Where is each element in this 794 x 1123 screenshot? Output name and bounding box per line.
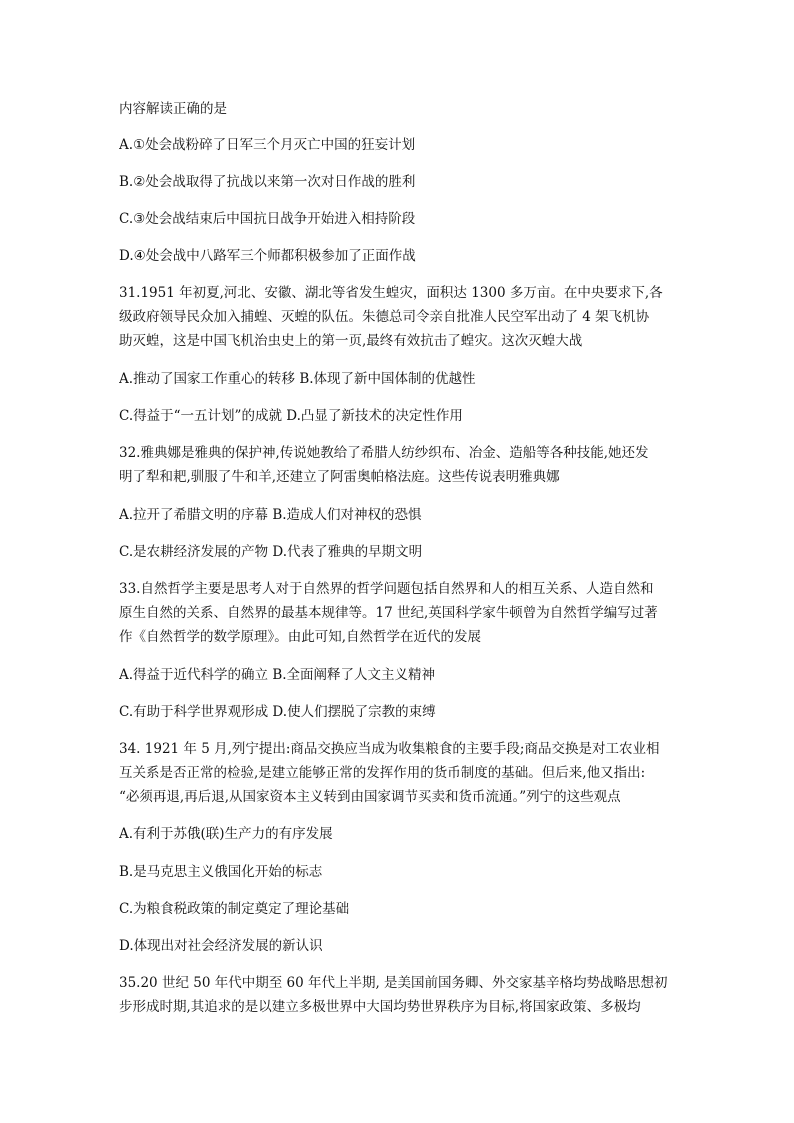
q31-options-ab: A.推动了国家工作重心的转移 B.体现了新中国体制的优越性: [119, 371, 476, 387]
q33-options-ab: A.得益于近代科学的确立 B.全面阐释了人文主义精神: [119, 667, 436, 683]
q34-option-d: D.体现出对社会经济发展的新认识: [119, 938, 323, 954]
q32-options-cd: C.是农耕经济发展的产物 D.代表了雅典的早期文明: [119, 544, 423, 560]
q32-stem-line-1: 32.雅典娜是雅典的保护神,传说她教给了希腊人纺纱织布、冶金、造船等各种技能,她还发: [119, 445, 649, 461]
q34-stem-line-2: 互关系是否正常的检验,是建立能够正常的发挥作用的货币制度的基础。但后来,他又指出:: [119, 765, 646, 781]
q31-options-cd: C.得益于“一五计划”的成就 D.凸显了新技术的决定性作用: [119, 408, 463, 424]
q34-option-c: C.为粮食税政策的制定奠定了理论基础: [119, 901, 350, 917]
question-30-stem-end: 内容解读正确的是: [119, 101, 227, 117]
q35-stem-line-1: 35.20 世纪 50 年代中期至 60 年代上半期, 是美国前国务卿、外交家基辛格均势战略思想初: [119, 975, 668, 991]
q32-options-ab: A.拉开了希腊文明的序幕 B.造成人们对神权的恐惧: [119, 507, 422, 523]
q34-option-b: B.是马克思主义俄国化开始的标志: [119, 864, 323, 880]
q34-stem-line-3: “必须再退,再后退,从国家资本主义转到由国家调节买卖和货币流通。”列宁的这些观点: [119, 789, 621, 805]
q33-options-cd: C.有助于科学世界观形成 D.使人们摆脱了宗教的束缚: [119, 704, 436, 720]
q30-option-b: B.②处会战取得了抗战以来第一次对日作战的胜利: [119, 174, 416, 190]
q30-option-a: A.①处会战粉碎了日军三个月灭亡中国的狂妄计划: [119, 137, 416, 153]
q35-stem-line-2: 步形成时期,其追求的是以建立多极世界中大国均势世界秩序为目标,将国家政策、多极均: [119, 999, 641, 1015]
q30-option-c: C.③处会战结束后中国抗日战争开始进入相持阶段: [119, 211, 416, 227]
q32-stem-line-2: 明了犁和耙,驯服了牛和羊,还建立了阿雷奥帕格法庭。这些传说表明雅典娜: [119, 469, 560, 485]
q31-stem-line-1: 31.1951 年初夏,河北、安徽、湖北等省发生蝗灾，面积达 1300 多万亩。在中央要求下,各: [119, 285, 663, 301]
q31-stem-line-2: 级政府领导民众加入捕蝗、灭蝗的队伍。朱德总司令亲自批准人民空军出动了 4 架飞机协: [119, 309, 650, 325]
q33-stem-line-3: 作《自然哲学的数学原理》。由此可知,自然哲学在近代的发展: [119, 629, 482, 645]
q33-stem-line-2: 原生自然的关系、自然界的最基本规律等。17 世纪,英国科学家牛顿曾为自然哲学编写过著: [119, 605, 658, 621]
q34-stem-line-1: 34. 1921 年 5 月,列宁提出:商品交换应当成为收集粮食的主要手段;商品交换是对工农业相: [119, 741, 660, 757]
q33-stem-line-1: 33.自然哲学主要是思考人对于自然界的哲学问题包括自然界和人的相互关系、人造自然和: [119, 581, 654, 597]
q31-stem-line-3: 助灭蝗，这是中国飞机治虫史上的第一页,最终有效抗击了蝗灾。这次灭蝗大战: [119, 333, 583, 349]
q30-option-d: D.④处会战中八路军三个师都积极参加了正面作战: [119, 248, 416, 264]
q34-option-a: A.有利于苏俄(联)生产力的有序发展: [119, 826, 333, 842]
